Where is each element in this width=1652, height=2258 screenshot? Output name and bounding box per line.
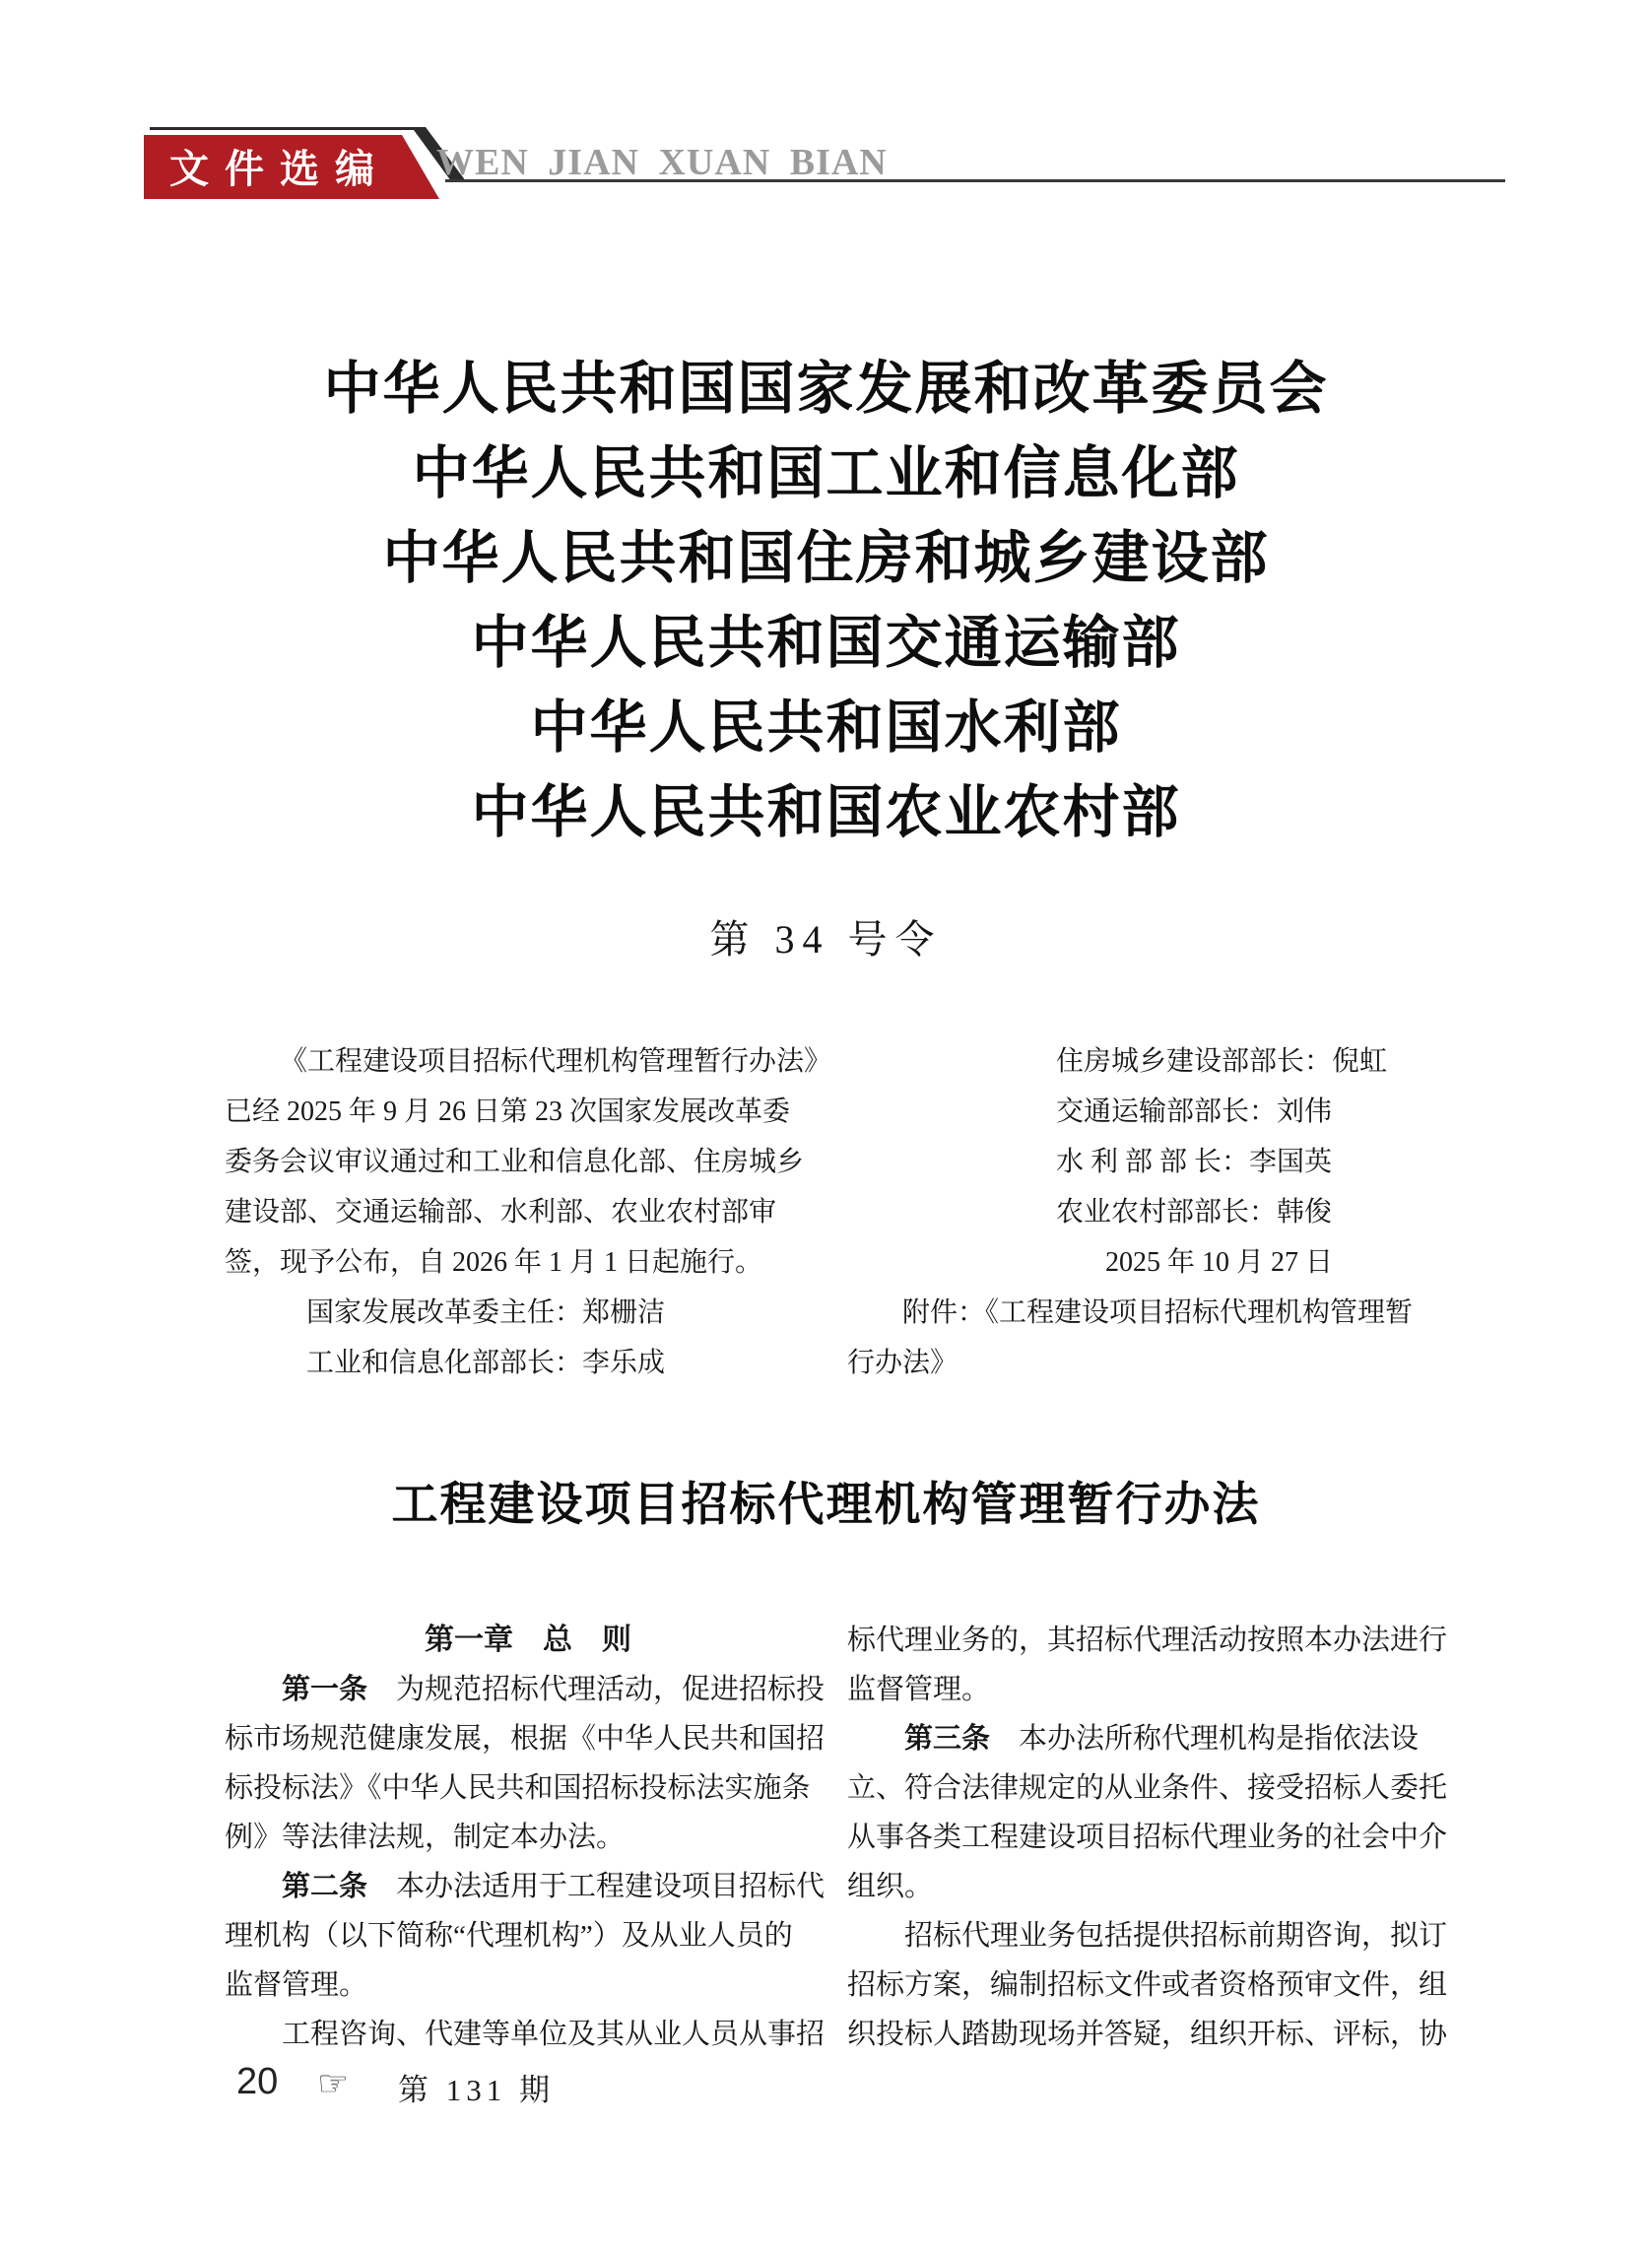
- text-line: 中华人民共和国水利部: [530, 696, 1122, 760]
- text-line: 中华人民共和国工业和信息化部: [412, 441, 1240, 505]
- text-line: 农业农村部部长：韩俊: [1056, 1197, 1333, 1228]
- body-left-column: [225, 1616, 831, 2059]
- text-line: 国家发展改革委主任：郑栅洁: [305, 1297, 665, 1328]
- text-line: 例》等法律法规，制定本办法。: [225, 1822, 626, 1853]
- text-line: 标代理业务的，其招标代理活动按照本办法进行: [847, 1625, 1448, 1656]
- text-line: 标投标法》《中华人民共和国招标投标法实施条: [225, 1772, 811, 1804]
- text-line: 中华人民共和国国家发展和改革委员会: [323, 357, 1329, 421]
- text-line: 中华人民共和国农业农村部: [471, 780, 1181, 844]
- intro-right-column: [847, 1036, 1450, 1388]
- text-line: 行办法》: [847, 1348, 958, 1378]
- text-line: 第一条 为规范招标代理活动，促进招标投: [282, 1674, 826, 1705]
- text-line: 中华人民共和国住房和城乡建设部: [382, 526, 1270, 590]
- text-line: 住房城乡建设部部长：倪虹: [1056, 1046, 1388, 1077]
- order-number: 第 34 号令: [709, 917, 943, 962]
- text-line: 从事各类工程建设项目招标代理业务的社会中介: [847, 1822, 1448, 1853]
- header-pinyin: WEN JIAN XUAN BIAN: [436, 142, 888, 183]
- text-line: 第二条 本办法适用于工程建设项目招标代: [282, 1871, 826, 1902]
- text-line: 水 利 部 部 长：李国英: [1056, 1147, 1333, 1177]
- issue-number: 第 131 期: [398, 2073, 555, 2107]
- text-line: 工业和信息化部部长：李乐成: [305, 1348, 665, 1378]
- footer: [0, 2057, 1652, 2106]
- text-line: 交通运输部部长：刘伟: [1056, 1096, 1333, 1127]
- text-line: 招标方案，编制招标文件或者资格预审文件，组: [847, 1969, 1448, 2001]
- promulgation-notice: [225, 1036, 1450, 1388]
- header-badge-label: 文件选编: [169, 148, 390, 191]
- text-line: 附件：《工程建设项目招标代理机构管理暂: [902, 1297, 1414, 1328]
- regulation-title: 工程建设项目招标代理机构管理暂行办法: [391, 1480, 1261, 1531]
- header-swoosh: [0, 0, 1652, 236]
- article-number: 第三条: [904, 1723, 991, 1755]
- text-line: 《工程建设项目招标代理机构管理暂行办法》: [280, 1046, 832, 1077]
- text-line: 立、符合法律规定的从业条件、接受招标人委托: [847, 1772, 1448, 1804]
- text-line: 2025 年 10 月 27 日: [1105, 1247, 1334, 1278]
- page-number: 20: [236, 2061, 279, 2102]
- article-number: 第二条: [282, 1871, 368, 1902]
- text-line: 已经 2025 年 9 月 26 日第 23 次国家发展改革委: [225, 1096, 791, 1127]
- text-line: 标市场规范健康发展，根据《中华人民共和国招: [225, 1723, 826, 1755]
- text-line: 工程咨询、代建等单位及其从业人员从事招: [282, 2019, 826, 2050]
- text-line: 签，现予公布，自 2026 年 1 月 1 日起施行。: [225, 1247, 763, 1278]
- text-line: 监督管理。: [225, 1969, 368, 2001]
- text-line: 委务会议审议通过和工业和信息化部、住房城乡: [225, 1147, 805, 1177]
- text-line: 第一章 总 则: [425, 1624, 631, 1656]
- text-line: 建设部、交通运输部、水利部、农业农村部审: [225, 1197, 777, 1228]
- intro-left-column: [225, 1036, 831, 1388]
- text-line: 监督管理。: [847, 1674, 991, 1705]
- text-line: 中华人民共和国交通运输部: [471, 611, 1181, 675]
- text-line: 招标代理业务包括提供招标前期咨询，拟订: [904, 1920, 1448, 1952]
- title-block: [0, 347, 1652, 855]
- body-right-column: [847, 1616, 1450, 2059]
- text-line: 第三条 本办法所称代理机构是指依法设: [904, 1723, 1420, 1755]
- text-line: 组织。: [847, 1871, 934, 1902]
- article-number: 第一条: [282, 1674, 368, 1705]
- text-line: 织投标人踏勘现场并答疑，组织开标、评标，协: [847, 2019, 1448, 2050]
- pointing-hand-icon: ☞: [317, 2064, 350, 2103]
- text-line: 理机构（以下简称“代理机构”）及从业人员的: [225, 1920, 793, 1952]
- regulation-body: [225, 1616, 1450, 2059]
